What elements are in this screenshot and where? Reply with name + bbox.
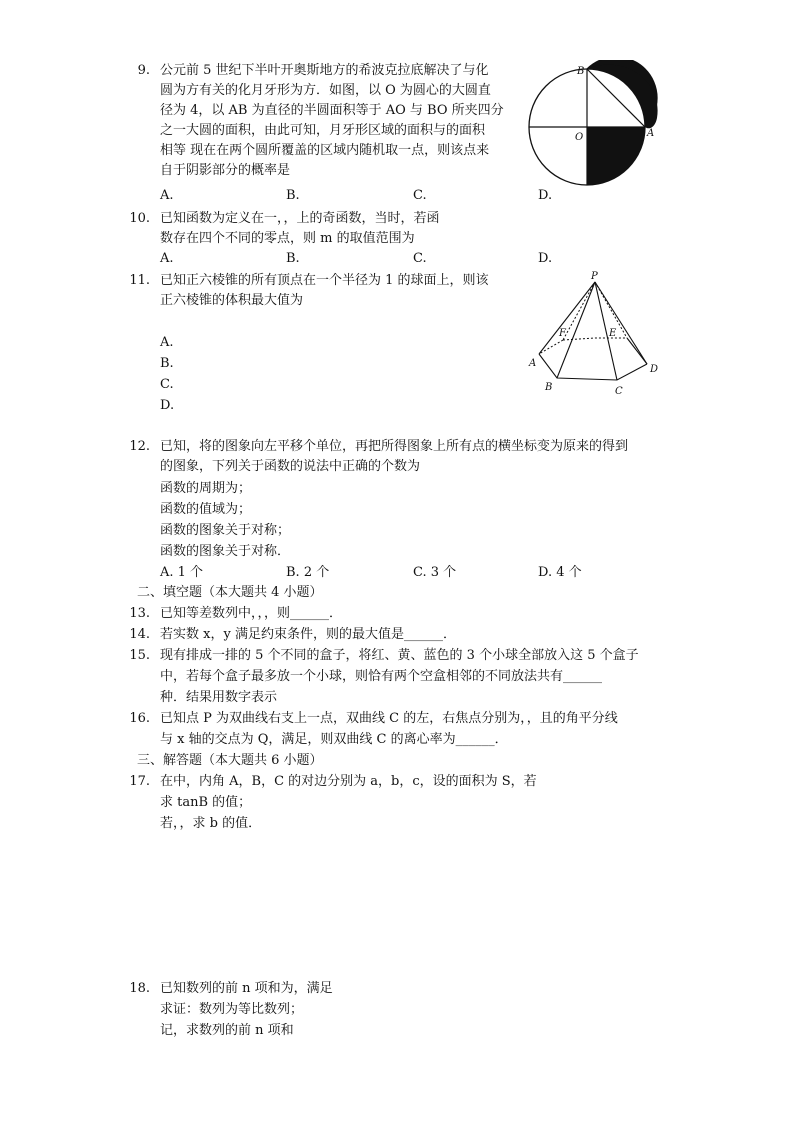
option-a: A. — [160, 251, 174, 266]
pyramid-figure — [525, 268, 665, 400]
question-number: 15. — [129, 648, 150, 663]
option-b: B. — [286, 251, 300, 266]
label-f: F — [559, 328, 566, 339]
label-p: P — [591, 271, 598, 282]
question-number: 14. — [129, 627, 150, 642]
question-text: 已知，将的图象向左平移个单位，再把所得图象上所有点的横坐标变为原来的得到 — [160, 439, 629, 454]
label-b: B — [577, 66, 585, 77]
question-text: 若实数 x，y 满足约束条件，则的最大值是______． — [160, 627, 456, 642]
question-text: 的图象，下列关于函数的说法中正确的个数为 — [160, 459, 421, 474]
question-text: 已知正六棱锥的所有顶点在一个半径为 1 的球面上，则该 — [160, 273, 489, 288]
question-number: 13. — [129, 606, 150, 621]
question-number: 16. — [129, 711, 150, 726]
question-number: 12. — [129, 439, 150, 454]
question-text: 种．结果用数字表示 — [160, 690, 278, 705]
question-text: 在中，内角 A，B，C 的对边分别为 a，b，c，设的面积为 S，若 — [160, 774, 537, 789]
sub-question-1: 求 tanB 的值； — [160, 795, 252, 810]
label-o: O — [575, 132, 584, 143]
section-heading-fill-in: 二、填空题（本大题共 4 小题） — [137, 585, 323, 600]
option-d: D. — [538, 188, 553, 203]
option-c: C. — [413, 251, 427, 266]
label-a: A — [529, 358, 537, 369]
question-text: 圆为方有关的化月牙形为方．如图，以 O 为圆心的大圆直 — [160, 83, 491, 98]
option-d: D. — [538, 251, 553, 266]
option-d: D. 4 个 — [538, 565, 582, 580]
label-c: C — [615, 386, 623, 397]
sub-question-2: 若，，求 b 的值． — [160, 816, 262, 831]
option-d: D. — [160, 398, 175, 413]
label-e: E — [609, 328, 617, 339]
label-d: D — [650, 364, 659, 375]
sub-question-1: 求证：数列为等比数列； — [160, 1002, 304, 1017]
option-a: A. 1 个 — [160, 565, 204, 580]
question-number: 11. — [129, 273, 150, 288]
statement-1: 函数的周期为； — [160, 481, 252, 496]
question-text: 径为 4，以 AB 为直径的半圆面积等于 AO 与 BO 所夹四分 — [160, 103, 504, 118]
statement-2: 函数的值域为； — [160, 502, 252, 517]
question-text: 中，若每个盒子最多放一个小球，则恰有两个空盒相邻的不同放法共有______ — [160, 669, 603, 684]
option-a: A. — [160, 335, 174, 350]
label-b: B — [545, 382, 553, 393]
statement-3: 函数的图象关于对称； — [160, 523, 291, 538]
question-text: 公元前 5 世纪下半叶开奥斯地方的希波克拉底解决了与化 — [160, 63, 489, 78]
question-text: 数存在四个不同的零点，则 m 的取值范围为 — [160, 231, 415, 246]
question-number: 9. — [137, 63, 150, 78]
question-number: 10. — [129, 211, 150, 226]
question-text: 已知点 P 为双曲线右支上一点，双曲线 C 的左，右焦点分别为，，且的角平分线 — [160, 711, 618, 726]
question-text: 相等 现在在两个圆所覆盖的区域内随机取一点，则该点来 — [160, 143, 490, 158]
question-text: 现有排成一排的 5 个不同的盒子，将红、黄、蓝色的 3 个小球全部放入这 5 个盒子 — [160, 648, 639, 663]
option-b: B. 2 个 — [286, 565, 330, 580]
option-c: C. — [160, 377, 174, 392]
lune-figure — [523, 60, 663, 190]
question-text: 已知等差数列中，，，则______． — [160, 606, 343, 621]
statement-4: 函数的图象关于对称． — [160, 544, 291, 559]
question-text: 自于阴影部分的概率是 — [160, 163, 291, 178]
question-text: 正六棱锥的体积最大值为 — [160, 293, 304, 308]
sub-question-2: 记，求数列的前 n 项和 — [160, 1023, 294, 1038]
question-text: 已知函数为定义在一，，上的奇函数，当时，若函 — [160, 211, 440, 226]
section-heading-solutions: 三、解答题（本大题共 6 小题） — [137, 753, 323, 768]
question-number: 17. — [129, 774, 150, 789]
option-b: B. — [286, 188, 300, 203]
question-text: 与 x 轴的交点为 Q，满足，则双曲线 C 的离心率为______． — [160, 732, 508, 747]
question-text: 之一大圆的面积，由此可知，月牙形区域的面积与的面积 — [160, 123, 486, 138]
option-c: C. 3 个 — [413, 565, 457, 580]
question-text: 已知数列的前 n 项和为，满足 — [160, 981, 333, 996]
option-c: C. — [413, 188, 427, 203]
option-b: B. — [160, 356, 174, 371]
question-number: 18. — [129, 981, 150, 996]
label-a: A — [647, 128, 655, 139]
option-a: A. — [160, 188, 174, 203]
